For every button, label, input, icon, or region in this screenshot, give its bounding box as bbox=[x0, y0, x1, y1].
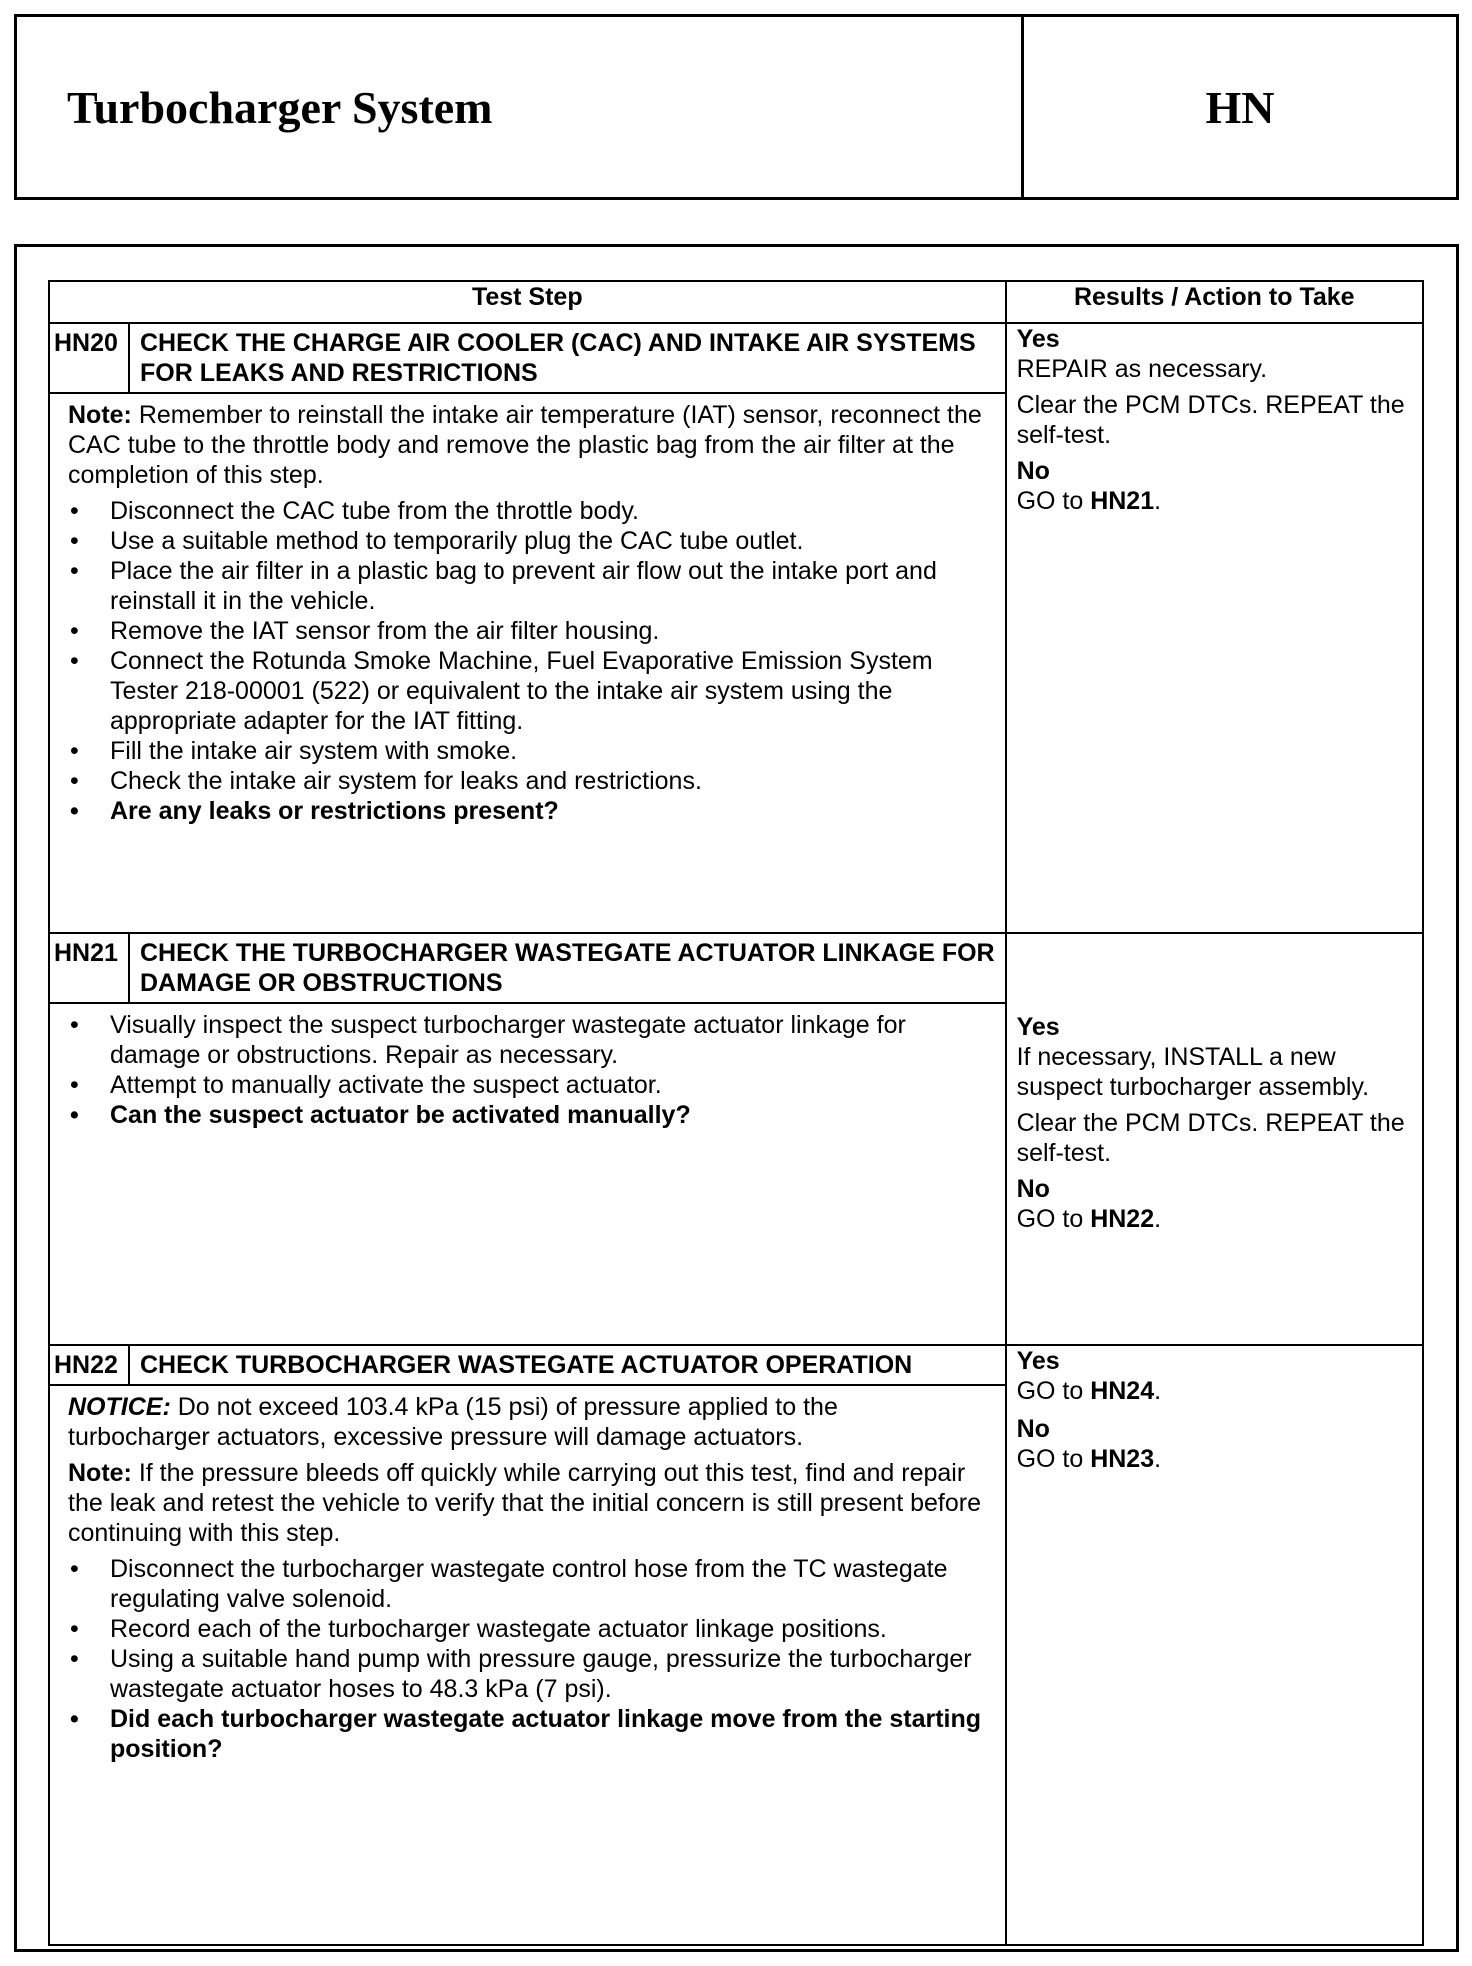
yes-action: REPAIR as necessary. bbox=[1016, 355, 1268, 383]
step-row-hn20 bbox=[49, 323, 1423, 933]
step-id: HN21 bbox=[50, 934, 130, 1002]
result-cell-hn20 bbox=[1006, 323, 1423, 933]
no-goto: GO to HN23. bbox=[1016, 1445, 1162, 1473]
col-header-results: Results / Action to Take bbox=[1006, 281, 1423, 323]
step-title: CHECK THE CHARGE AIR COOLER (CAC) AND INTAKE AIR SYSTEMS FOR LEAKS AND RESTRICTIONS bbox=[140, 329, 976, 387]
list-item: • Fill the intake air system with smoke. bbox=[68, 736, 985, 766]
step-note: Note: If the pressure bleeds off quickly while carrying out this test, find and repair the leak and retest the vehicle to verify that the initial concern is still present before continuing with this step. bbox=[68, 1459, 981, 1547]
list-item: • Using a suitable hand pump with pressure gauge, pressurize the turbocharger wastegate actuator hoses to 48.3 kPa (7 psi). bbox=[68, 1644, 985, 1704]
step-cell-hn22 bbox=[49, 1345, 1006, 1945]
step-title: CHECK TURBOCHARGER WASTEGATE ACTUATOR OPERATION bbox=[140, 1351, 913, 1379]
step-question: • Did each turbocharger wastegate actuator linkage move from the starting position? bbox=[68, 1704, 985, 1764]
step-note: Note: Remember to reinstall the intake air temperature (IAT) sensor, reconnect the CAC tube to the throttle body and remove the plastic bag from the air filter at the completion of this step. bbox=[68, 401, 982, 489]
no-label: No bbox=[1016, 457, 1050, 485]
col-header-test-step: Test Step bbox=[49, 281, 1006, 323]
step-question: • Can the suspect actuator be activated manually? bbox=[68, 1100, 985, 1130]
step-title: CHECK THE TURBOCHARGER WASTEGATE ACTUATOR LINKAGE FOR DAMAGE OR OBSTRUCTIONS bbox=[140, 939, 995, 997]
yes-goto: GO to HN24. bbox=[1016, 1377, 1162, 1405]
yes-action-2: Clear the PCM DTCs. REPEAT the self-test. bbox=[1016, 391, 1405, 449]
goto-link-hn22[interactable]: HN22 bbox=[1090, 1205, 1155, 1233]
step-bullet-list bbox=[68, 1010, 985, 1130]
list-item: • Remove the IAT sensor from the air filter housing. bbox=[68, 616, 985, 646]
section-code: HN bbox=[1205, 81, 1275, 133]
yes-label: Yes bbox=[1016, 325, 1060, 353]
step-bullet-list bbox=[68, 496, 985, 826]
page-title: Turbocharger System bbox=[17, 17, 1024, 197]
list-item: • Connect the Rotunda Smoke Machine, Fuel Evaporative Emission System Tester 218-00001 (522) or equivalent to the intake air system using the appropriate adapter for the IAT fitting. bbox=[68, 646, 985, 736]
step-row-hn22 bbox=[49, 1345, 1423, 1945]
step-id: HN20 bbox=[50, 324, 130, 392]
no-label: No bbox=[1016, 1415, 1050, 1443]
goto-link-hn24[interactable]: HN24 bbox=[1090, 1377, 1155, 1405]
list-item: • Attempt to manually activate the suspect actuator. bbox=[68, 1070, 985, 1100]
goto-link-hn21[interactable]: HN21 bbox=[1090, 487, 1155, 515]
list-item: • Disconnect the CAC tube from the throttle body. bbox=[68, 496, 985, 526]
table-header-row bbox=[49, 281, 1423, 323]
goto-link-hn23[interactable]: HN23 bbox=[1090, 1445, 1155, 1473]
list-item: • Disconnect the turbocharger wastegate control hose from the TC wastegate regulating valve solenoid. bbox=[68, 1554, 985, 1614]
step-bullet-list bbox=[68, 1554, 985, 1764]
list-item: • Visually inspect the suspect turbocharger wastegate actuator linkage for damage or obstructions. Repair as necessary. bbox=[68, 1010, 985, 1070]
no-goto: GO to HN21. bbox=[1016, 487, 1162, 515]
result-cell-hn21 bbox=[1006, 933, 1423, 1345]
step-id: HN22 bbox=[50, 1346, 130, 1384]
page-header bbox=[14, 14, 1459, 200]
result-cell-hn22 bbox=[1006, 1345, 1423, 1945]
yes-action-2: Clear the PCM DTCs. REPEAT the self-test. bbox=[1016, 1109, 1405, 1167]
step-question: • Are any leaks or restrictions present? bbox=[68, 796, 985, 826]
step-notice: NOTICE: Do not exceed 103.4 kPa (15 psi) of pressure applied to the turbocharger actuators, excessive pressure will damage actuators. bbox=[68, 1393, 838, 1451]
yes-label: Yes bbox=[1016, 1347, 1060, 1375]
list-item: • Place the air filter in a plastic bag to prevent air flow out the intake port and reinstall it in the vehicle. bbox=[68, 556, 985, 616]
list-item: • Use a suitable method to temporarily plug the CAC tube outlet. bbox=[68, 526, 985, 556]
step-cell-hn20 bbox=[49, 323, 1006, 933]
no-goto: GO to HN22. bbox=[1016, 1205, 1162, 1233]
step-row-hn21 bbox=[49, 933, 1423, 1345]
no-label: No bbox=[1016, 1175, 1050, 1203]
list-item: • Check the intake air system for leaks and restrictions. bbox=[68, 766, 985, 796]
list-item: • Record each of the turbocharger wastegate actuator linkage positions. bbox=[68, 1614, 985, 1644]
test-step-table bbox=[48, 280, 1424, 1946]
yes-action: If necessary, INSTALL a new suspect turbocharger assembly. bbox=[1016, 1043, 1370, 1101]
step-cell-hn21 bbox=[49, 933, 1006, 1345]
yes-label: Yes bbox=[1016, 1013, 1060, 1041]
